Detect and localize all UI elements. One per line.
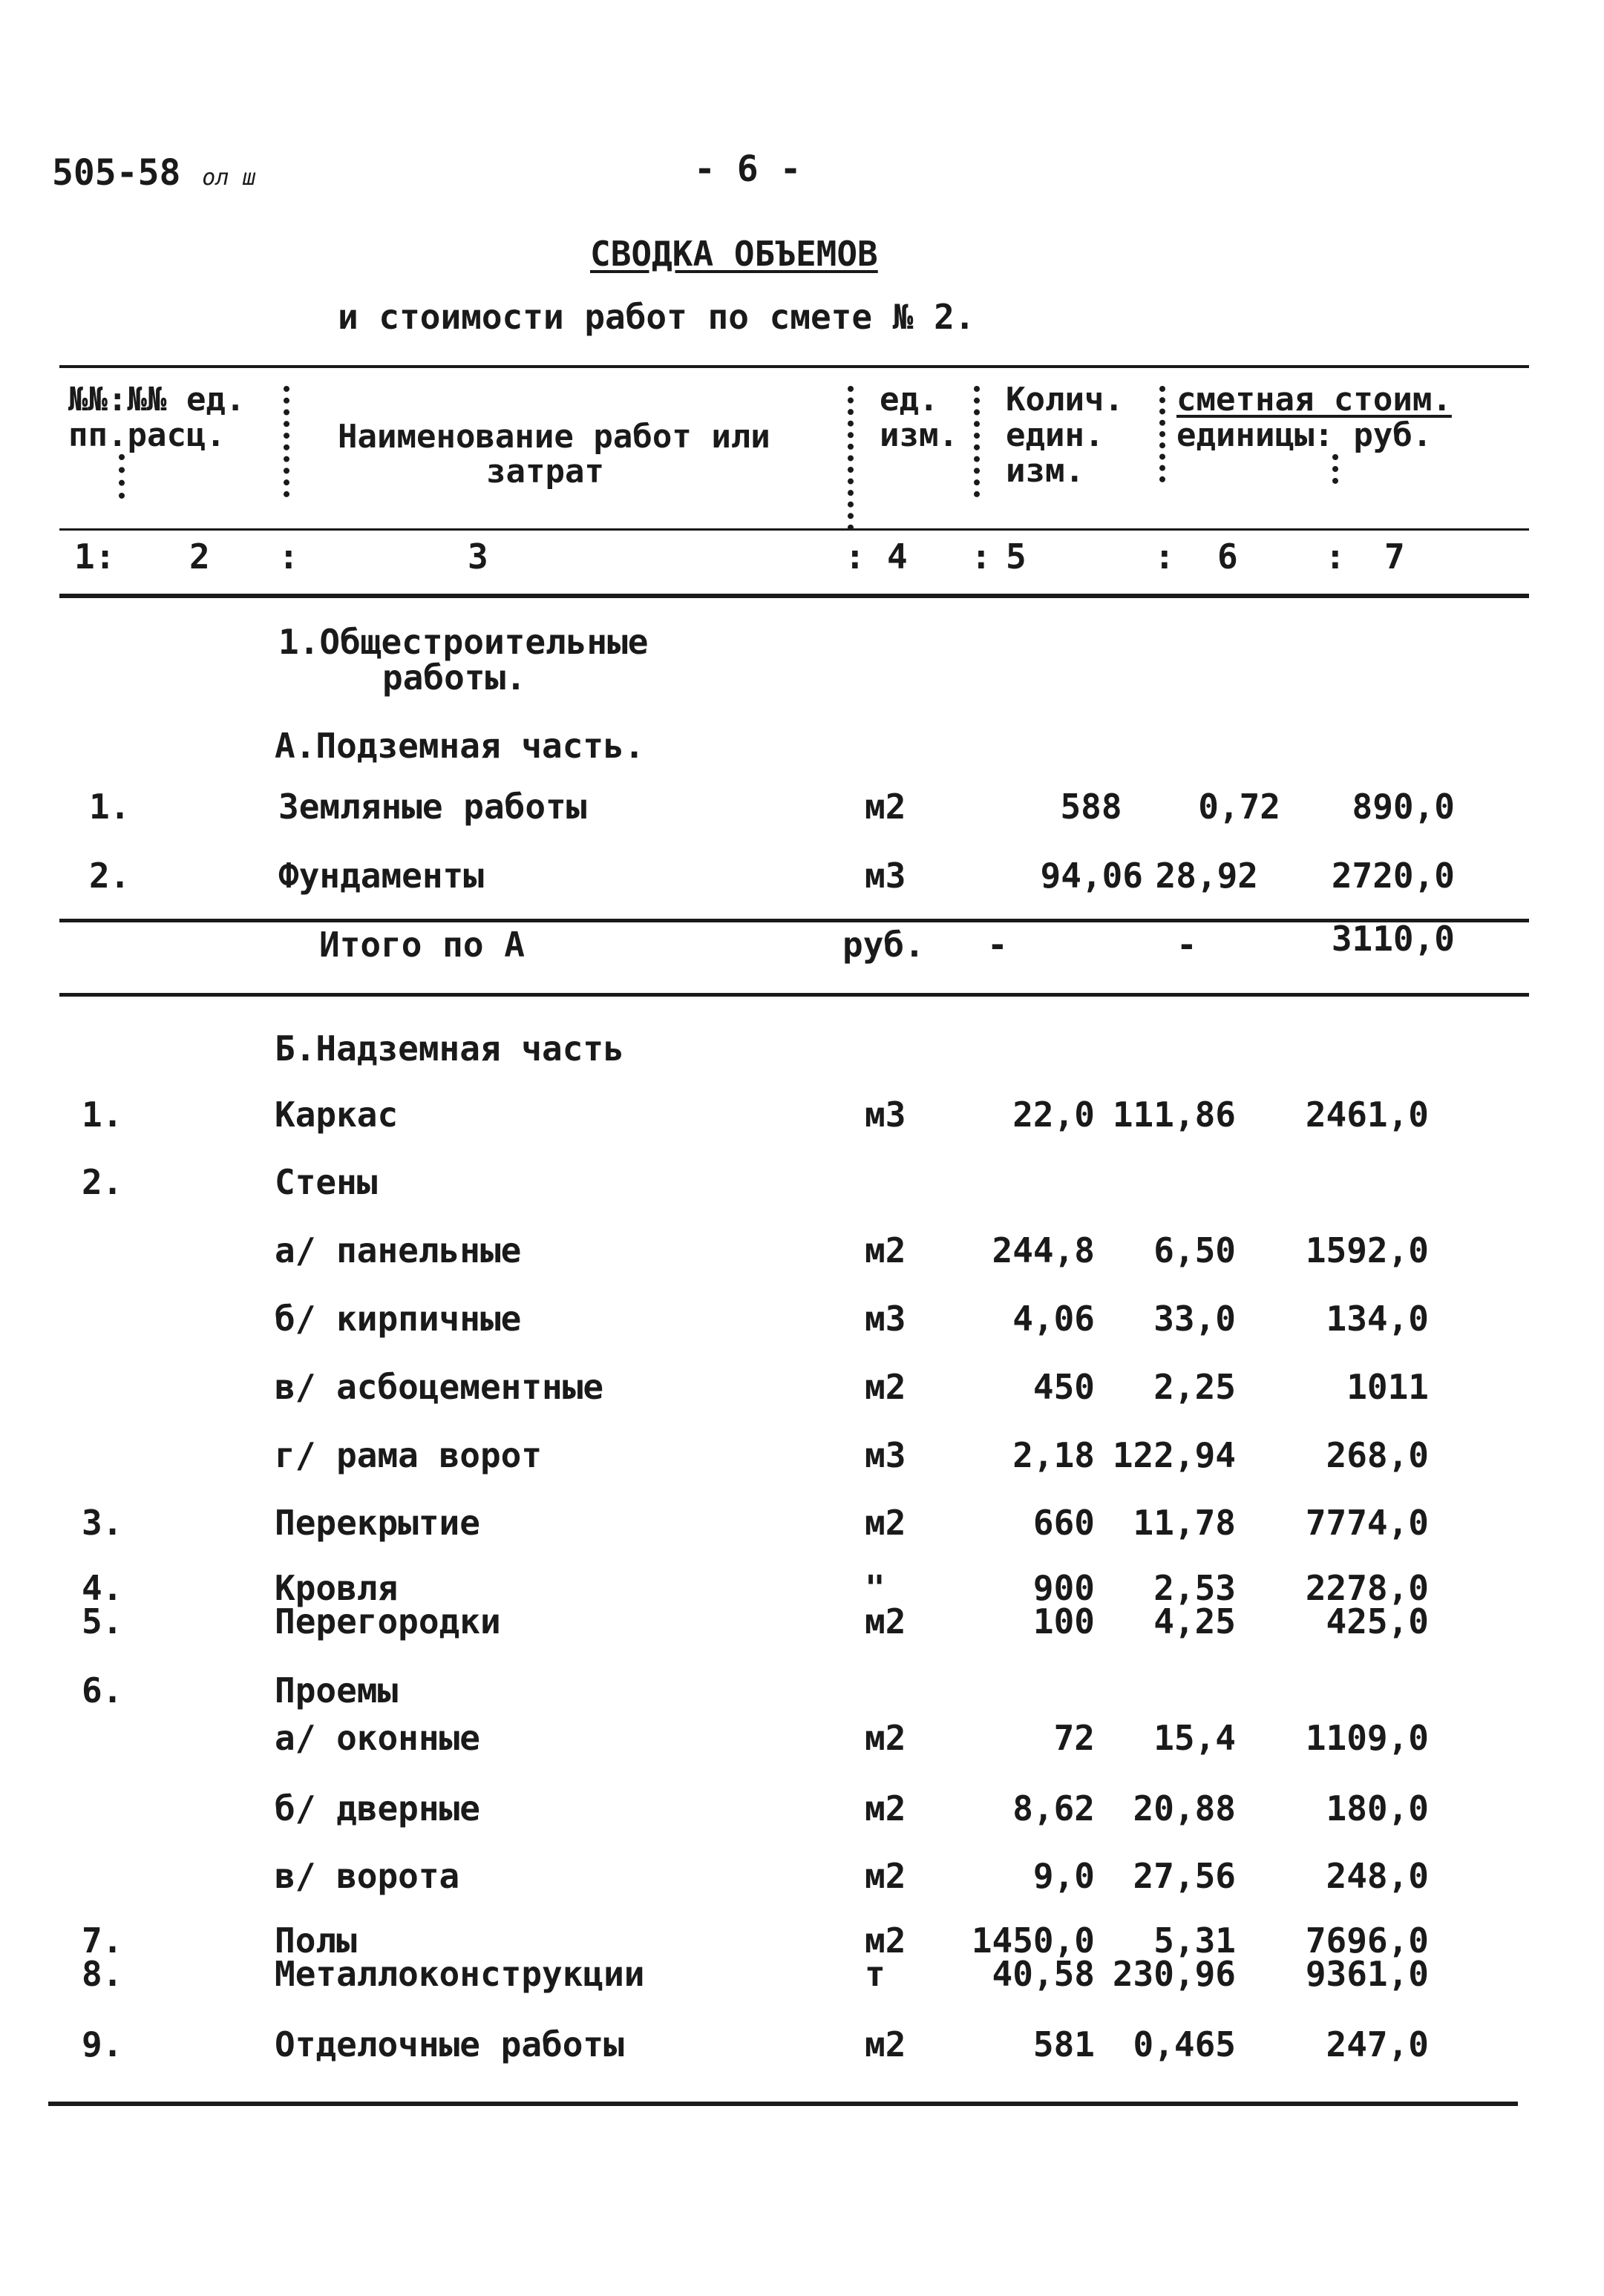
row-total-cost: 2720,0 xyxy=(1331,856,1455,896)
row-unit-price: 11,78 xyxy=(1133,1503,1236,1543)
row-unit-price: 15,4 xyxy=(1153,1718,1236,1758)
row-number: 7. xyxy=(82,1921,123,1961)
header-separator xyxy=(1159,386,1171,482)
row-quantity: 660 xyxy=(1032,1503,1095,1543)
row-quantity: 22,0 xyxy=(1012,1095,1095,1135)
row-total-cost: 425,0 xyxy=(1326,1601,1429,1641)
row-name: Перегородки xyxy=(275,1601,501,1641)
row-name: в/ асбоцементные xyxy=(275,1367,604,1407)
row-unit-price: 0,72 xyxy=(1198,787,1280,827)
row-total-cost: 134,0 xyxy=(1326,1299,1429,1339)
row-quantity: 244,8 xyxy=(992,1230,1095,1270)
row-unit-price: 33,0 xyxy=(1153,1299,1236,1339)
column-number: 6 xyxy=(1217,537,1238,577)
header-quantity-cont2: изм. xyxy=(1006,452,1084,490)
row-number: 3. xyxy=(82,1503,123,1543)
row-number: 1. xyxy=(89,787,131,827)
header-separator xyxy=(1332,454,1344,484)
row-quantity: 588 xyxy=(1060,787,1122,827)
total-label: Итого по А xyxy=(319,925,525,965)
header-work-name-cont: затрат xyxy=(486,453,604,491)
header-rate-label: пп.расц. xyxy=(68,416,226,454)
header-separator xyxy=(974,386,986,497)
row-name: Перекрытие xyxy=(275,1503,480,1543)
header-work-name: Наименование работ или xyxy=(338,418,770,456)
document-subtitle: и стоимости работ по смете № 2. xyxy=(338,297,975,337)
row-quantity: 900 xyxy=(1032,1568,1095,1608)
header-unit-cont: изм. xyxy=(880,416,958,454)
row-name: Земляные работы xyxy=(278,787,587,827)
row-quantity: 4,06 xyxy=(1012,1299,1095,1339)
header-unit: ед. xyxy=(880,381,939,419)
row-unit-price: 2,53 xyxy=(1153,1568,1236,1608)
header-separator xyxy=(848,386,860,531)
row-name: г/ рама ворот xyxy=(275,1435,543,1475)
header-divider-rule xyxy=(59,528,1529,531)
column-separator: : xyxy=(1325,537,1346,577)
row-quantity: 40,58 xyxy=(992,1954,1095,1994)
row-name: а/ панельные xyxy=(275,1230,522,1270)
row-total-cost: 890,0 xyxy=(1352,787,1455,827)
row-number: 8. xyxy=(82,1954,123,1994)
page-number: - 6 - xyxy=(694,148,802,190)
row-total-cost: 1109,0 xyxy=(1305,1718,1429,1758)
row-quantity: 1450,0 xyxy=(971,1921,1095,1961)
row-name: Фундаменты xyxy=(278,856,484,896)
header-number-label: №№:№№ ед. xyxy=(68,381,246,419)
row-unit: " xyxy=(865,1568,886,1608)
total-unit: руб. xyxy=(842,925,925,965)
row-unit: м3 xyxy=(865,1435,906,1475)
row-number: 2. xyxy=(89,856,131,896)
row-unit-price: 230,96 xyxy=(1112,1954,1236,1994)
column-separator: : xyxy=(1154,537,1175,577)
row-unit-price: 4,25 xyxy=(1153,1601,1236,1641)
row-total-cost: 268,0 xyxy=(1326,1435,1429,1475)
row-unit-price: 27,56 xyxy=(1133,1856,1236,1896)
row-number: 6. xyxy=(82,1670,123,1710)
row-unit: м2 xyxy=(865,1503,906,1543)
row-number: 2. xyxy=(82,1162,123,1202)
row-number: 9. xyxy=(82,2024,123,2064)
document-code-handwritten-note: ол ш xyxy=(202,165,256,191)
row-quantity: 450 xyxy=(1032,1367,1095,1407)
document-code xyxy=(52,152,256,194)
column-separator: : xyxy=(971,537,992,577)
header-quantity-cont: един. xyxy=(1006,416,1104,454)
row-quantity: 72 xyxy=(1053,1718,1095,1758)
row-total-cost: 2278,0 xyxy=(1305,1568,1429,1608)
table-bottom-rule xyxy=(48,2102,1518,2106)
row-total-cost: 9361,0 xyxy=(1305,1954,1429,1994)
row-unit-price: 28,92 xyxy=(1155,856,1258,896)
row-quantity: 2,18 xyxy=(1012,1435,1095,1475)
header-unit-cost-cont: единицы: руб. xyxy=(1176,416,1433,454)
row-quantity: 8,62 xyxy=(1012,1788,1095,1828)
header-quantity: Колич. xyxy=(1006,381,1124,419)
column-number: 7 xyxy=(1384,537,1405,577)
row-unit: м2 xyxy=(865,1718,906,1758)
row-unit: м3 xyxy=(865,1299,906,1339)
row-unit: м3 xyxy=(865,856,906,896)
document-title: СВОДКА ОБЪЕМОВ xyxy=(590,234,878,274)
section-title-cont: работы. xyxy=(382,657,526,698)
header-separator xyxy=(284,386,295,497)
row-unit-price: 5,31 xyxy=(1153,1921,1236,1961)
row-unit-price: 122,94 xyxy=(1112,1435,1236,1475)
row-total-cost: 180,0 xyxy=(1326,1788,1429,1828)
row-quantity: 9,0 xyxy=(1032,1856,1095,1896)
header-separator xyxy=(119,454,131,499)
row-unit: т xyxy=(865,1954,886,1994)
row-unit: м3 xyxy=(865,1095,906,1135)
column-number: 2 xyxy=(189,537,210,577)
row-unit: м2 xyxy=(865,787,906,827)
row-quantity: 581 xyxy=(1032,2024,1095,2064)
row-unit: м2 xyxy=(865,1230,906,1270)
row-unit-price: 0,465 xyxy=(1133,2024,1236,2064)
row-total-cost: 7774,0 xyxy=(1305,1503,1429,1543)
row-unit-price: 20,88 xyxy=(1133,1788,1236,1828)
row-number: 5. xyxy=(82,1601,123,1641)
column-numbers-rule xyxy=(59,594,1529,598)
total-unit-price: - xyxy=(1176,925,1197,965)
row-unit-price: 6,50 xyxy=(1153,1230,1236,1270)
row-name: а/ оконные xyxy=(275,1718,480,1758)
row-total-cost: 248,0 xyxy=(1326,1856,1429,1896)
row-name: в/ ворота xyxy=(275,1856,460,1896)
table-top-rule xyxy=(59,365,1529,368)
row-unit-price: 111,86 xyxy=(1112,1095,1236,1135)
row-name: б/ дверные xyxy=(275,1788,480,1828)
row-unit: м2 xyxy=(865,1856,906,1896)
row-name: Кровля xyxy=(275,1568,399,1608)
row-quantity: 94,06 xyxy=(1040,856,1143,896)
row-unit-price: 2,25 xyxy=(1153,1367,1236,1407)
row-unit: м2 xyxy=(865,1601,906,1641)
column-number: 1: xyxy=(74,537,116,577)
row-number: 1. xyxy=(82,1095,123,1135)
column-number: 5 xyxy=(1006,537,1027,577)
section-title: 1.Общестроительные xyxy=(278,622,649,662)
part-b-top-rule xyxy=(59,993,1529,997)
row-unit: м2 xyxy=(865,2024,906,2064)
row-name: Отделочные работы xyxy=(275,2024,624,2064)
row-name: б/ кирпичные xyxy=(275,1299,522,1339)
part-b-title: Б.Надземная часть xyxy=(275,1029,624,1069)
row-name: Каркас xyxy=(275,1095,399,1135)
header-unit-cost: сметная стоим. xyxy=(1176,381,1452,419)
row-total-cost: 1011 xyxy=(1346,1367,1429,1407)
row-total-cost: 7696,0 xyxy=(1305,1921,1429,1961)
row-name: Полы xyxy=(275,1921,357,1961)
row-name: Металлоконструкции xyxy=(275,1954,645,1994)
row-total-cost: 1592,0 xyxy=(1305,1230,1429,1270)
column-separator: : xyxy=(845,537,865,577)
row-name: Проемы xyxy=(275,1670,399,1710)
document-code-number: 505-58 xyxy=(52,152,181,194)
row-total-cost: 2461,0 xyxy=(1305,1095,1429,1135)
part-a-title: А.Подземная часть. xyxy=(275,726,645,766)
row-unit: м2 xyxy=(865,1788,906,1828)
total-quantity: - xyxy=(987,925,1008,965)
row-unit: м2 xyxy=(865,1921,906,1961)
row-total-cost: 247,0 xyxy=(1326,2024,1429,2064)
row-name: Стены xyxy=(275,1162,378,1202)
row-quantity: 100 xyxy=(1032,1601,1095,1641)
column-number: 4 xyxy=(887,537,908,577)
column-number: 3 xyxy=(468,537,488,577)
column-separator: : xyxy=(278,537,299,577)
row-number: 4. xyxy=(82,1568,123,1608)
total-cost: 3110,0 xyxy=(1331,919,1455,959)
row-unit: м2 xyxy=(865,1367,906,1407)
